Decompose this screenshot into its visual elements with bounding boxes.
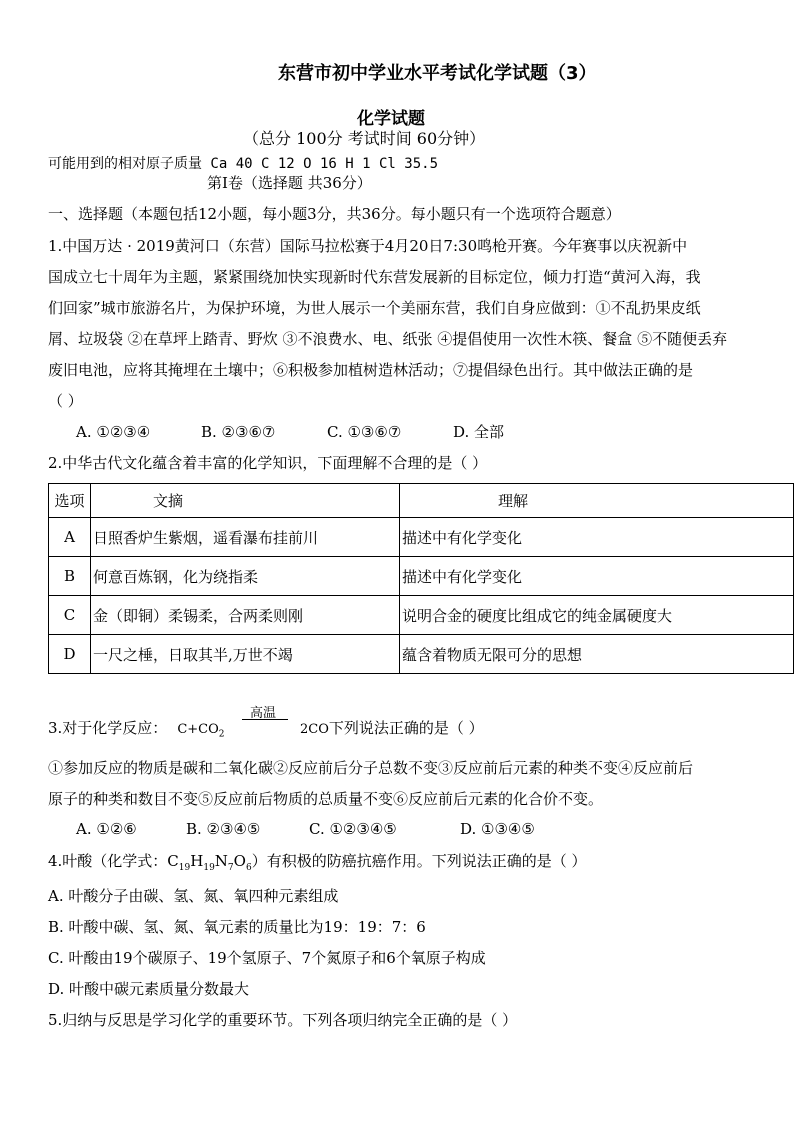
q1-line: 们回家”城市旅游名片，为保护环境，为世人展示一个美丽东营，我们自身应做到：①不乱扔果皮纸 <box>48 299 701 317</box>
table-cell: B <box>49 557 91 596</box>
table-header-cell: 理解 <box>400 484 794 518</box>
q5-stem: 5.归纳与反思是学习化学的重要环节。下列各项归纳完全正确的是（ ） <box>48 1011 518 1029</box>
q4-stem: 4.叶酸（化学式：$C_{19}H_{19}N_7O_6$）有积极的防癌抗癌作用。下列说法正确的是（ ） <box>48 852 587 873</box>
q3-option-c: C. ①②③④⑤ <box>309 820 397 838</box>
q1-line: 废旧电池，应将其掩埋在土壤中；⑥积极参加植树造林活动；⑦提倡绿色出行。其中做法正确的是 <box>48 361 694 379</box>
table-cell: 描述中有化学变化 <box>400 518 794 557</box>
q2-stem: 2.中华古代文化蕴含着丰富的化学知识，下面理解不合理的是（ ） <box>48 454 488 472</box>
volume-label: 第Ⅰ卷（选择题 共36分） <box>207 174 372 192</box>
q1-option-d: D. 全部 <box>453 423 505 441</box>
q3-line: 原子的种类和数目不变⑤反应前后物质的总质量不变⑥反应前后元素的化合价不变。 <box>48 790 604 808</box>
q3-line: ①参加反应的物质是碳和二氧化碳②反应前后分子总数不变③反应前后元素的种类不变④反应前后 <box>48 759 694 777</box>
table-cell: 日照香炉生紫烟，遥看瀑布挂前川 <box>91 518 400 557</box>
q3-option-b: B. ②③④⑤ <box>186 820 261 838</box>
reaction-condition: 高温 <box>250 706 277 721</box>
q4-option-b: B. 叶酸中碳、氢、氮、氧元素的质量比为19：19：7：6 <box>48 918 426 936</box>
table-header-cell: 选项 <box>49 484 91 518</box>
q1-option-c: C. ①③⑥⑦ <box>327 423 402 441</box>
q4-option-a: A. 叶酸分子由碳、氢、氮、氧四种元素组成 <box>48 887 339 905</box>
table-cell: 金（即铜）柔锡柔，合两柔则刚 <box>91 596 400 635</box>
table-cell: C <box>49 596 91 635</box>
q3-prefix: 3.对于化学反应： <box>48 719 168 737</box>
table-cell: 蕴含着物质无限可分的思想 <box>400 635 794 674</box>
table-cell: D <box>49 635 91 674</box>
table-cell: 一尺之棰，日取其半,万世不竭 <box>91 635 400 674</box>
q1-line: 1.中国万达 · 2019黄河口（东营）国际马拉松赛于4月20日7:30鸣枪开赛。今年赛事以庆祝新中 <box>48 237 688 255</box>
q4-option-d: D. 叶酸中碳元素质量分数最大 <box>48 980 250 998</box>
table-cell: 描述中有化学变化 <box>400 557 794 596</box>
q3-option-a: A. ①②⑥ <box>76 820 137 838</box>
section-heading: 一、选择题（本题包括12小题，每小题3分，共36分。每小题只有一个选项符合题意） <box>48 205 621 223</box>
table-cell: A <box>49 518 91 557</box>
reaction-arrow <box>242 719 288 720</box>
table-cell: 说明合金的硬度比组成它的纯金属硬度大 <box>400 596 794 635</box>
q2-table <box>48 483 794 674</box>
q3-stem-suffix: 2CO下列说法正确的是（ ） <box>300 719 484 737</box>
q3-option-d: D. ①③④⑤ <box>460 820 535 838</box>
page-title: 东营市初中学业水平考试化学试题（3） <box>278 63 597 84</box>
q1-line: （ ） <box>48 392 83 410</box>
table-cell: 何意百炼钢，化为绕指柔 <box>91 557 400 596</box>
table-header-row <box>49 484 794 518</box>
atomic-mass: 可能用到的相对原子质量 Ca 40 C 12 O 16 H 1 Cl 35.5 <box>48 156 439 172</box>
reaction-product: 2CO <box>300 722 329 737</box>
q1-option-a: A. ①②③④ <box>76 423 151 441</box>
q1-option-b: B. ②③⑥⑦ <box>201 423 276 441</box>
q1-line: 屑、垃圾袋 ②在草坪上踏青、野炊 ③不浪费水、电、纸张 ④提倡使用一次性木筷、餐盒 ⑤不随便丢弃 <box>48 330 728 348</box>
reaction-reactants: $C+CO_2$ <box>177 722 225 740</box>
q3-stem <box>48 719 225 744</box>
exam-subtitle: 化学试题 <box>357 109 425 129</box>
table-row <box>49 596 794 635</box>
table-row <box>49 518 794 557</box>
table-row <box>49 635 794 674</box>
table-header-cell: 文摘 <box>91 484 400 518</box>
q1-line: 国成立七十周年为主题，紧紧围绕加快实现新时代东营发展新的目标定位，倾力打造“黄河入海，我 <box>48 268 701 286</box>
q4-option-c: C. 叶酸由19个碳原子、19个氢原子、7个氮原子和6个氧原子构成 <box>48 949 486 967</box>
score-time: （总分 100分 考试时间 60分钟） <box>243 129 486 148</box>
table-row <box>49 557 794 596</box>
